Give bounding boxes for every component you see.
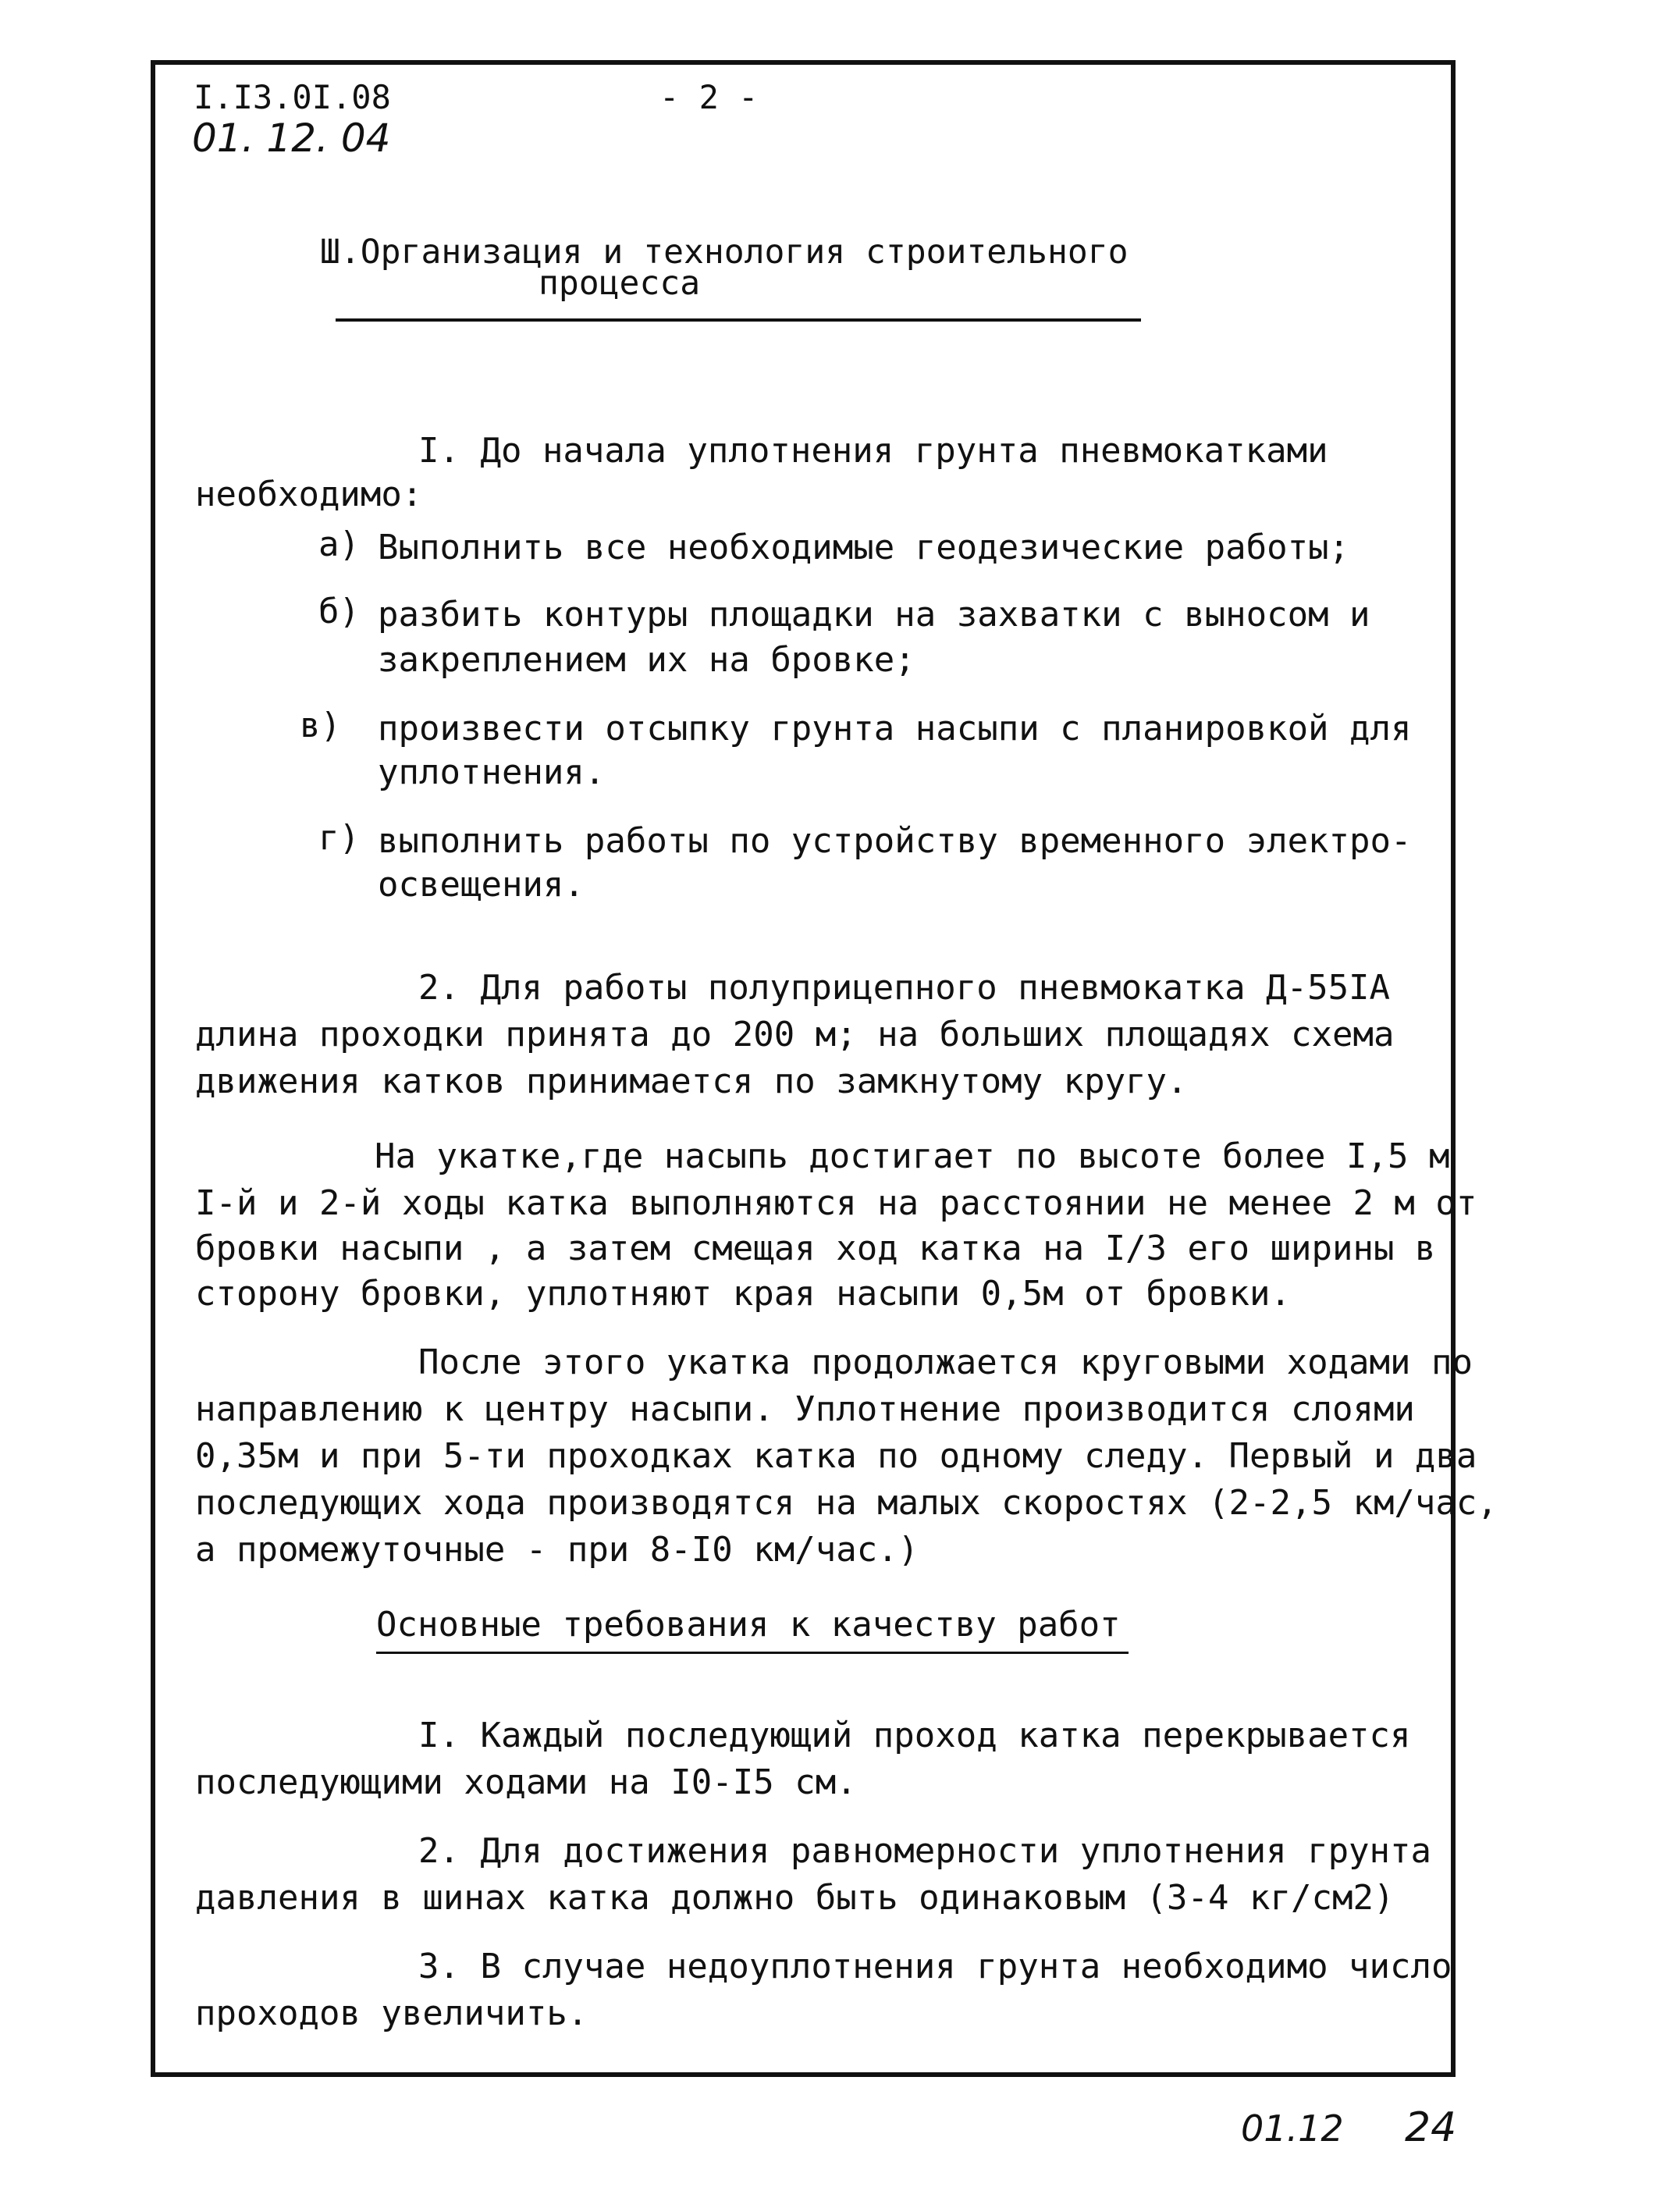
footer-handwritten-code: 01.12 [1241, 2107, 1344, 2150]
para4-line3: 0,35м и при 5-ти проходках катка по одному следу. Первый и два [195, 1436, 1477, 1476]
para2-line2: длина проходки принята до 200 м; на больших площадях схема [195, 1015, 1395, 1054]
para4-line5: а промежуточные - при 8-I0 км/час.) [195, 1530, 919, 1570]
list-label-v: в) [300, 706, 341, 745]
para4-line1: После этого укатка продолжается круговыми ходами по [418, 1342, 1473, 1382]
quality-heading-underline [376, 1652, 1129, 1654]
requirement-1-line1: I. Каждый последующий проход катка перекрывается [418, 1716, 1411, 1755]
list-label-a: а) [318, 525, 360, 564]
footer-handwritten-page: 24 [1405, 2104, 1457, 2151]
para2-line1: 2. Для работы полуприцепного пневмокатка Д-55IА [418, 968, 1391, 1008]
handwritten-date: 01. 12. 04 [192, 116, 391, 161]
para2-line3: движения катков принимается по замкнутому кругу. [195, 1062, 1188, 1101]
para4-line2: направлению к центру насыпи. Уплотнение производится слоями [195, 1389, 1415, 1429]
para3-line4: сторону бровки, уплотняют края насыпи 0,5м от бровки. [195, 1274, 1291, 1314]
section-title-line2: процесса [539, 264, 701, 303]
title-underline [336, 318, 1141, 322]
para3-line3: бровки насыпи , а затем смещая ход катка на I/3 его ширины в [195, 1229, 1436, 1268]
list-item-a: Выполнить все необходимые геодезические работы; [378, 528, 1350, 567]
requirement-2-line1: 2. Для достижения равномерности уплотнения грунта [418, 1831, 1432, 1871]
list-item-g-line1: выполнить работы по устройству временного электро- [378, 821, 1412, 861]
para1-line2: необходимо: [195, 475, 423, 514]
list-item-b-line1: разбить контуры площадки на захватки с выносом и [378, 595, 1370, 635]
document-code: I.I3.0I.08 [194, 78, 391, 116]
para3-line1: На укатке,где насыпь достигает по высоте более I,5 м [375, 1136, 1450, 1176]
list-label-b: б) [318, 592, 360, 631]
para3-line2: I-й и 2-й ходы катка выполняются на расстоянии не менее 2 м от [195, 1183, 1477, 1223]
section-title-line1: Ш.Организация и технология строительного [320, 233, 1129, 272]
page-number: - 2 - [659, 78, 759, 116]
list-item-v-line2: уплотнения. [378, 752, 606, 792]
list-item-v-line1: произвести отсыпку грунта насыпи с планировкой для [378, 709, 1412, 749]
list-item-g-line2: освещения. [378, 865, 585, 905]
requirement-3-line2: проходов увеличить. [195, 1993, 588, 2033]
list-item-b-line2: закреплением их на бровке; [378, 640, 915, 680]
list-label-g: г) [318, 818, 360, 858]
quality-heading: Основные требования к качеству работ [376, 1605, 1121, 1645]
para4-line4: последующих хода производятся на малых скоростях (2-2,5 км/час, [195, 1483, 1498, 1523]
requirement-2-line2: давления в шинах катка должно быть одинаковым (3-4 кг/см2) [195, 1878, 1395, 1918]
requirement-3-line1: 3. В случае недоуплотнения грунта необходимо число [418, 1947, 1452, 1986]
requirement-1-line2: последующими ходами на I0-I5 см. [195, 1762, 857, 1802]
para1-line1: I. До начала уплотнения грунта пневмокатками [418, 431, 1328, 471]
